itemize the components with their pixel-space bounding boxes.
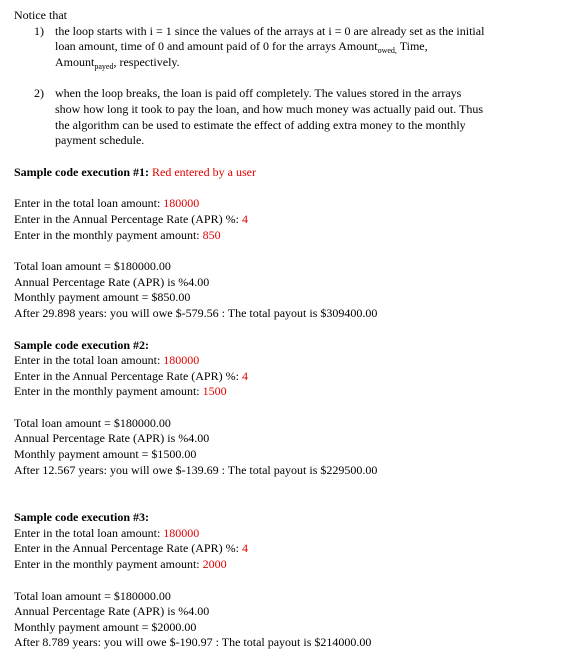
notice-item-1 [14, 24, 554, 71]
sample-execution-2 [14, 338, 554, 479]
sample-title: Sample code execution #2: [14, 337, 149, 352]
prompt-loan: Enter in the total loan amount: 180000 [14, 353, 200, 368]
output-result: After 12.567 years: you will owe $-139.69 : The total payout is $229500.00 [14, 462, 378, 477]
notice-item-2 [14, 86, 554, 148]
output-apr: Annual Percentage Rate (APR) is %4.00 [14, 274, 210, 289]
notice-item-2-line-4: payment schedule. [55, 133, 145, 148]
sample-execution-3 [14, 510, 554, 651]
user-input-apr: 4 [241, 211, 248, 226]
notice-item-1-line-1: the loop starts with i = 1 since the values of the arrays at i = 0 are already set as the initial [55, 23, 485, 38]
prompt-loan: Enter in the total loan amount: 180000 [14, 196, 200, 211]
notice-item-2-line-3: the algorithm can be used to estimate the effect of adding extra money to the monthly [55, 117, 466, 132]
user-input-loan: 180000 [163, 525, 200, 540]
prompt-payment: Enter in the monthly payment amount: 2000 [14, 557, 227, 572]
sample-execution-1 [14, 165, 554, 322]
user-input-payment: 1500 [202, 384, 227, 399]
notice-heading: Notice that [14, 8, 67, 22]
output-result: After 29.898 years: you will owe $-579.56 : The total payout is $309400.00 [14, 305, 378, 320]
list-number: 1) [34, 23, 44, 38]
list-number: 2) [34, 86, 44, 101]
output-apr: Annual Percentage Rate (APR) is %4.00 [14, 431, 210, 446]
prompt-payment: Enter in the monthly payment amount: 850 [14, 227, 221, 242]
output-monthly: Monthly payment amount = $2000.00 [14, 619, 197, 634]
prompt-apr: Enter in the Annual Percentage Rate (APR) %: 4 [14, 368, 248, 383]
user-input-payment: 2000 [202, 557, 227, 572]
document-page [14, 8, 554, 651]
user-input-apr: 4 [241, 368, 248, 383]
prompt-apr: Enter in the Annual Percentage Rate (APR) %: 4 [14, 541, 248, 556]
output-apr: Annual Percentage Rate (APR) is %4.00 [14, 604, 210, 619]
user-input-loan: 180000 [163, 353, 200, 368]
user-input-loan: 180000 [163, 196, 200, 211]
notice-list [14, 24, 554, 149]
notice-item-1-line-2: loan amount, time of 0 and amount paid of 0 for the arrays Amount$_{owed,}$ Time, [55, 39, 428, 56]
prompt-loan: Enter in the total loan amount: 180000 [14, 525, 200, 540]
notice-item-2-line-2: show how long it took to pay the loan, and how much money was actually paid out. Thus [55, 101, 484, 116]
output-result: After 8.789 years: you will owe $-190.97 : The total payout is $214000.00 [14, 635, 372, 650]
user-input-payment: 850 [202, 227, 221, 242]
prompt-apr: Enter in the Annual Percentage Rate (APR) %: 4 [14, 211, 248, 226]
title-note: Red entered by a user [148, 164, 256, 179]
output-total: Total loan amount = $180000.00 [14, 259, 171, 274]
prompt-payment: Enter in the monthly payment amount: 1500 [14, 384, 227, 399]
output-total: Total loan amount = $180000.00 [14, 415, 171, 430]
notice-item-2-line-1: when the loop breaks, the loan is paid off completely. The values stored in the arrays [55, 86, 462, 101]
notice-item-1-line-3: Amount$_{payed}$, respectively. [55, 54, 180, 71]
sample-title: Sample code execution #3: [14, 510, 149, 525]
output-monthly: Monthly payment amount = $850.00 [14, 290, 191, 305]
user-input-apr: 4 [241, 541, 248, 556]
list-spacer [14, 70, 554, 86]
output-total: Total loan amount = $180000.00 [14, 588, 171, 603]
sample-title: Sample code execution #1: Red entered by a user [14, 164, 256, 179]
output-monthly: Monthly payment amount = $1500.00 [14, 447, 197, 462]
